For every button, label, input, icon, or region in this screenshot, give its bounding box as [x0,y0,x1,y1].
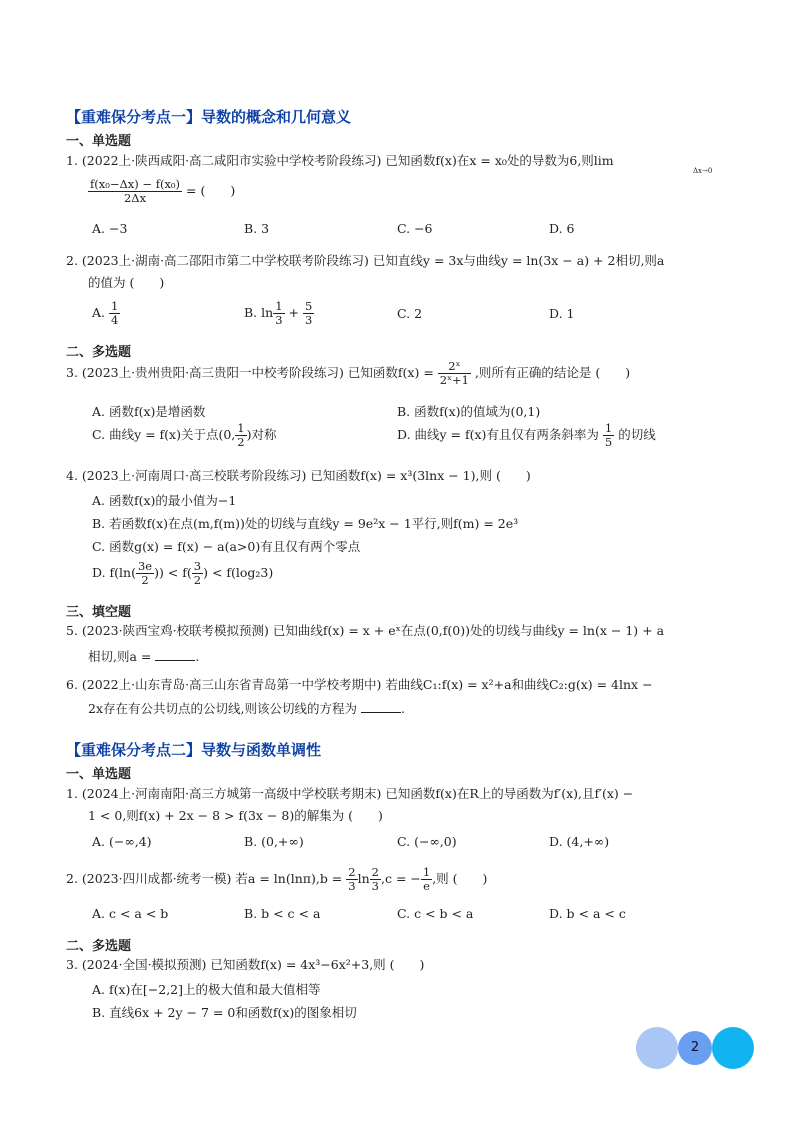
section-title-2: 【重难保分考点二】导数与函数单调性 [66,741,322,759]
question-5: 5. (2023·陕西宝鸡·校联考模拟预测) 已知曲线f(x) = x + eˣ在点(0,f(0))处的切线与曲线y = ln(x − 1) + a [66,623,665,638]
label-fill-blank: 三、填空题 [66,605,132,620]
question-3: 3. (2023上·贵州贵阳·高三贵阳一中校考阶段练习) 已知函数f(x) = $\frac{\text{2ˣ}}{\text{2ˣ+1}}$ ,则所有正确的结论是 ( ) [66,359,631,387]
q4-option-b: B. 若函数f(x)在点(m,f(m))处的切线与直线y = 9e²x − 1平行,则f(m) = 2e³ [92,516,519,531]
q2-option-c: C. 2 [397,306,423,321]
q4-option-d: D. f(ln( $\frac{3e}{2}$ )) < f( $\frac{3}{2}$ ) < f(log₂3) [92,559,274,587]
label-multi-choice-1: 二、多选题 [66,345,132,360]
q3-option-c: C. 曲线y = f(x)关于点(0, $\frac{1}{2}$ )对称 [92,421,277,449]
q3-option-d: D. 曲线y = f(x)有且仅有两条斜率为 $\frac{1}{5}$ 的切线 [397,421,656,449]
p2-option-c: C. c < b < a [397,906,474,921]
decor-circle-left [636,1027,678,1069]
decor-circle-right [712,1027,754,1069]
q2-option-a: A. $\frac{1}{4}$ [92,299,119,327]
q1-option-d: D. 6 [549,221,575,236]
q2-option-b: B. ln $\frac{1}{3}$ + $\frac{5}{3}$ [244,299,313,327]
question-s2-3: 3. (2024·全国·模拟预测) 已知函数f(x) = 4x³−6x²+3,则 ( ) [66,957,425,972]
question-s2-1: 1. (2024上·河南南阳·高三方城第一高级中学校联考期末) 已知函数f(x)在R上的导函数为f′(x),且f′(x) − [66,786,634,801]
p2-option-a: A. c < a < b [92,906,169,921]
question-6: 6. (2022上·山东青岛·高三山东省青岛第一中学校考期中) 若曲线C₁:f(x) = x²+a和曲线C₂:g(x) = 4lnx − [66,677,653,692]
limit-subscript: Δx→0 [693,167,713,175]
q4-option-c: C. 函数g(x) = f(x) − a(a>0)有且仅有两个零点 [92,539,361,554]
label-single-choice-2: 一、单选题 [66,767,132,782]
q2-option-d: D. 1 [549,306,575,321]
question-2-line2: 的值为 ( ) [88,275,165,290]
question-4: 4. (2023上·河南周口·高三校联考阶段练习) 已知函数f(x) = x³(3lnx − 1),则 ( ) [66,468,531,483]
page-number: 2 [678,1031,712,1065]
answer-blank-6[interactable] [361,700,401,713]
p3-option-a: A. f(x)在[−2,2]上的极大值和最大值相等 [92,982,321,997]
question-6-line2: 2x存在有公共切点的公切线,则该公切线的方程为 . [88,701,405,716]
label-multi-choice-2: 二、多选题 [66,939,132,954]
p2-option-b: B. b < c < a [244,906,321,921]
question-s2-2: 2. (2023·四川成都·统考一模) 若a = ln(lnπ),b = $\frac{2}{3}$ ln $\frac{2}{3}$ ,c = − $\frac{1}{e}$ ,则 ( ) [66,865,488,893]
q1-option-c: C. −6 [397,221,433,236]
q3-option-b: B. 函数f(x)的值域为(0,1) [397,404,541,419]
q4-option-a: A. 函数f(x)的最小值为−1 [92,493,237,508]
label-single-choice: 一、单选题 [66,134,132,149]
answer-blank-5[interactable] [155,648,195,661]
question-1-fraction: $\frac{\text{f(x₀−Δx) − f(x₀)}}{2\Delta x}$ = ( ) [90,177,236,205]
question-1: 1. (2022上·陕西咸阳·高二咸阳市实验中学校考阶段练习) 已知函数f(x)在x = x₀处的导数为6,则lim [66,153,614,168]
p3-option-b: B. 直线6x + 2y − 7 = 0和函数f(x)的图象相切 [92,1005,357,1020]
question-5-line2: 相切,则a = . [88,649,200,664]
q3-option-a: A. 函数f(x)是增函数 [92,404,206,419]
question-2: 2. (2023上·湖南·高二邵阳市第二中学校联考阶段练习) 已知直线y = 3x与曲线y = ln(3x − a) + 2相切,则a [66,253,665,268]
question-s2-1-line2: 1 < 0,则f(x) + 2x − 8 > f(3x − 8)的解集为 ( ) [88,808,383,823]
p2-option-d: D. b < a < c [549,906,626,921]
section-title-1: 【重难保分考点一】导数的概念和几何意义 [66,108,352,126]
p1-option-a: A. (−∞,4) [92,834,152,849]
p1-option-b: B. (0,+∞) [244,834,304,849]
q1-option-b: B. 3 [244,221,270,236]
p1-option-d: D. (4,+∞) [549,834,610,849]
q1-option-a: A. −3 [92,221,128,236]
p1-option-c: C. (−∞,0) [397,834,457,849]
